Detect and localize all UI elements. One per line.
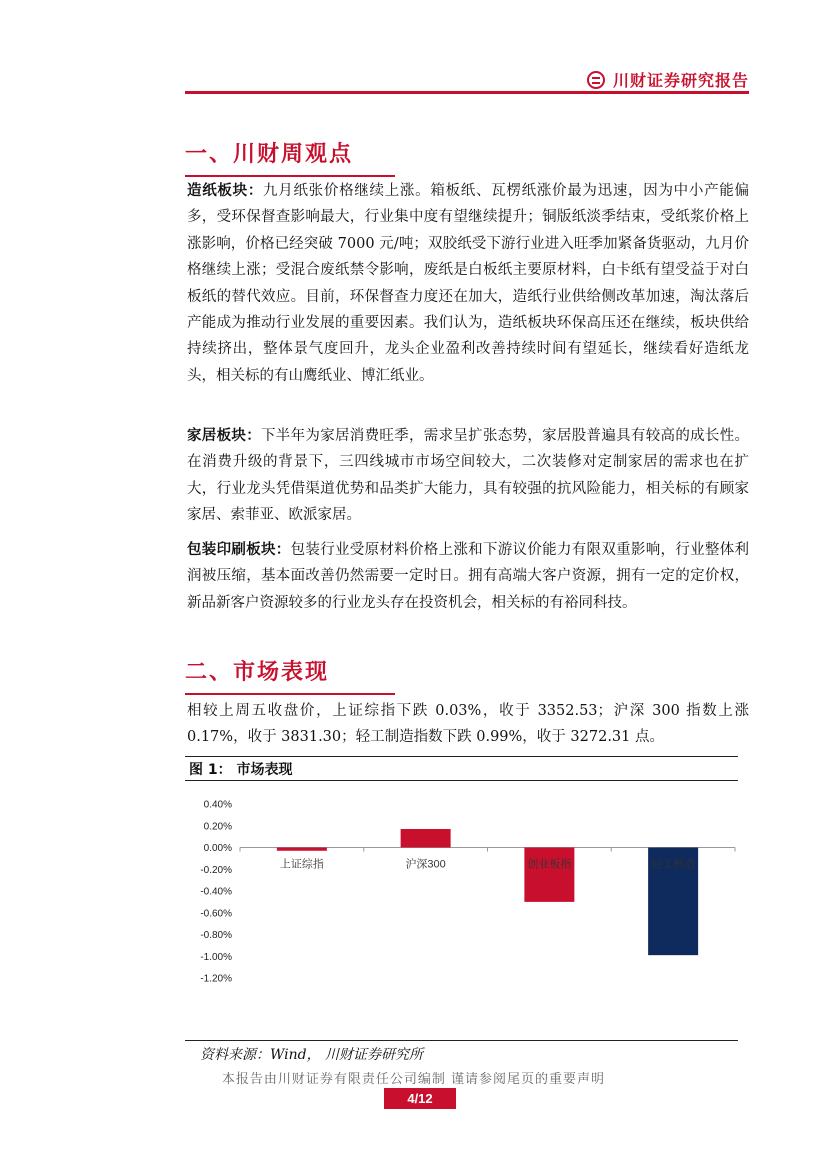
brand — [587, 68, 749, 91]
y-tick-label: 0.20% — [203, 821, 232, 833]
figure-source: 资料来源：Wind， 川财证券研究所 — [200, 1047, 424, 1063]
paragraph-market: 相较上周五收盘价，上证综指下跌 0.03%，收于 3352.53；沪深 300 指数上涨 0.17%，收于 3831.30；轻工制造指数下跌 0.99%，收于 3272.31 点。 — [187, 703, 749, 746]
section-title-market: 二、市场表现 — [185, 655, 329, 686]
y-tick-label: -0.60% — [200, 908, 232, 920]
figure-rule-top — [185, 756, 738, 757]
page-number: 4/12 — [384, 1088, 456, 1109]
y-tick-label: -0.40% — [200, 886, 232, 898]
figure-title: 图 1： 市场表现 — [189, 762, 293, 778]
bar — [524, 848, 574, 902]
brand-name: 川财证券研究报告 — [612, 71, 749, 90]
y-tick-label: 0.00% — [203, 843, 232, 854]
figure-rule-mid — [185, 780, 738, 781]
paragraph-text: 下半年为家居消费旺季，需求呈扩张态势，家居股普遍具有较高的成长性。在消费升级的背景下，三四线城市市场空间较大，二次装修对定制家居的需求也在扩大，行业龙头凭借渠道优势和品类扩大能力，具有较强的抗风险能力，相关标的有顾家家居、索菲亚、欧派家居。 — [187, 428, 750, 524]
brand-logo-icon — [587, 71, 605, 89]
bar — [277, 848, 327, 851]
page-header — [0, 0, 827, 100]
y-tick-label: -0.20% — [200, 864, 232, 876]
category-label: 创业板指 — [527, 858, 572, 871]
y-tick-label: -0.80% — [200, 930, 232, 941]
paragraph-text: 包装行业受原材料价格上涨和下游议价能力有限双重影响，行业整体利润被压缩，基本面改善仍然需要一定时日。拥有高端大客户资源，拥有一定的定价权，新品新客户资源较多的行业龙头存在投资机会，相关标的有裕同科技。 — [187, 542, 750, 611]
category-label: 轻工制造 — [651, 858, 696, 871]
market-chart — [185, 792, 745, 1032]
paragraph-lead: 造纸板块： — [187, 182, 264, 199]
y-tick-label: -1.20% — [200, 973, 232, 985]
category-label: 沪深300 — [405, 858, 446, 871]
section-title-viewpoint: 一、川财周观点 — [185, 137, 353, 168]
figure-rule-bottom — [185, 1040, 738, 1041]
category-label: 上证综指 — [279, 858, 324, 871]
paragraph-packaging — [187, 537, 749, 616]
y-tick-label: -1.00% — [200, 951, 232, 963]
paragraph-home — [187, 423, 749, 529]
paragraph-lead: 家居板块： — [187, 427, 261, 444]
bar — [401, 829, 451, 847]
y-tick-label: 0.40% — [203, 799, 232, 811]
header-rule — [185, 91, 749, 94]
paragraph-lead: 包装印刷板块： — [187, 541, 291, 558]
footer-disclaimer: 本报告由川财证券有限责任公司编制 谨请参阅尾页的重要声明 — [221, 1072, 606, 1087]
paragraph-text: 九月纸张价格继续上涨。箱板纸、瓦楞纸涨价最为迅速，因为中小产能偏多，受环保督查影响最大，行业集中度有望继续提升；铜版纸淡季结束，受纸浆价格上涨影响，价格已经突破 7000 元/吨；双胶纸受下游行业进入旺季加紧备货驱动，九月价格继续上涨；受混合废纸禁令影响，废纸是白板纸主要原材料，白卡纸有望受益于对白板纸的替代效应。目前，环保督查力度还在加大，造纸行业供给侧改革加速，淘汰落后产能成为推动行业发展的重要因素。我们认为，造纸板块环保高压还在继续，板块供给持续挤出，整体景气度回升，龙头企业盈利改善持续时间有望延长，继续看好造纸龙头，相关标的有山鹰纸业、博汇纸业。 — [187, 183, 750, 384]
paragraph-paper — [187, 178, 749, 389]
